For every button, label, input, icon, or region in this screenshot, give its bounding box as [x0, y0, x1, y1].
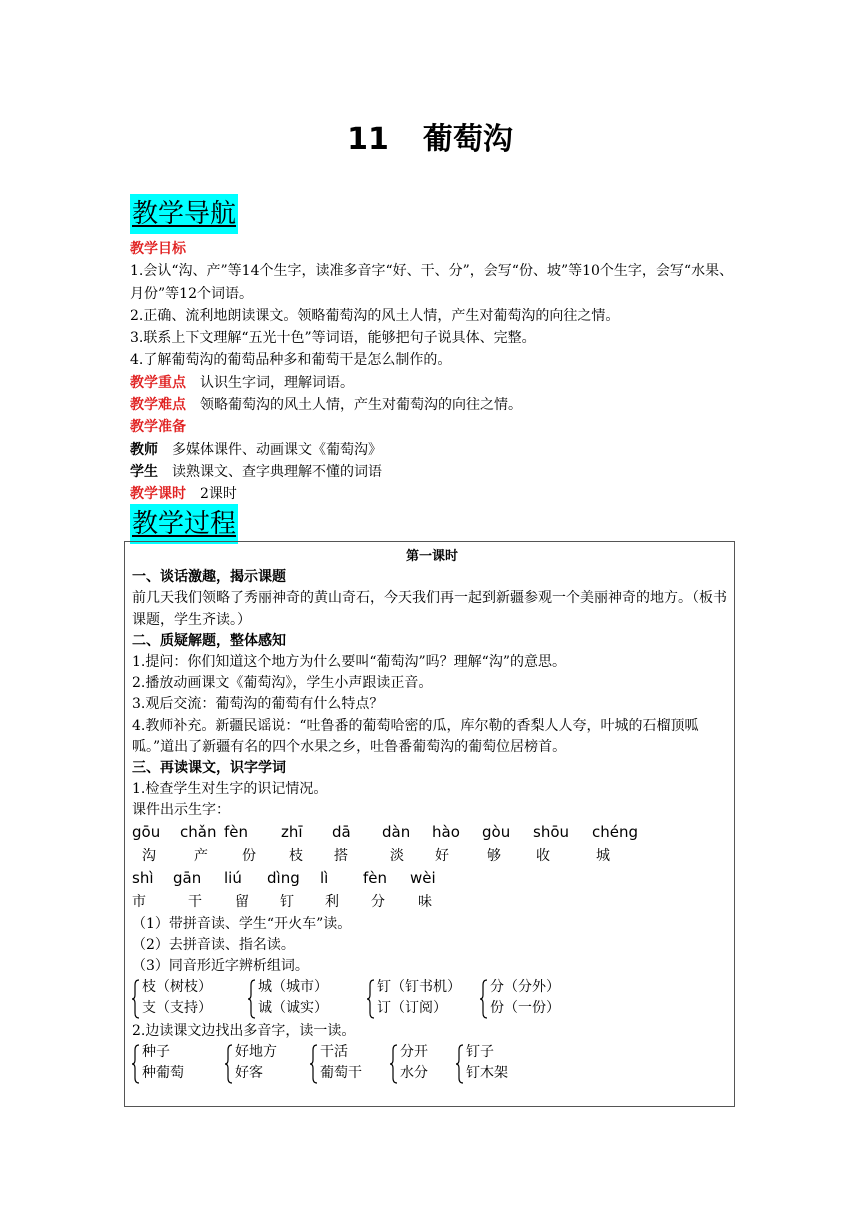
hanzi: 市 [132, 893, 146, 910]
word: 份（一份） [490, 1000, 560, 1017]
difficult-text: 领略葡萄沟的风土人情，产生对葡萄沟的向往之情。 [200, 397, 522, 414]
list-item: 课件出示生字： [132, 802, 230, 819]
key-points [130, 372, 742, 394]
pinyin: dàn [382, 822, 411, 841]
part-title: 一、谈话激趣，揭示课题 [132, 569, 286, 586]
brace-icon [367, 979, 375, 1019]
word: 钉子 [466, 1044, 494, 1061]
pinyin-row-1 [132, 822, 732, 846]
word: 葡萄干 [320, 1065, 362, 1082]
list-item: 3.观后交流：葡萄沟的葡萄有什么特点？ [132, 696, 384, 713]
homophone-pairs [132, 977, 732, 1021]
word: 诚（诚实） [258, 1000, 328, 1017]
brace-icon [456, 1044, 464, 1084]
pinyin-row-2 [132, 868, 732, 892]
word: 分开 [400, 1044, 428, 1061]
teacher-text: 多媒体课件、动画课文《葡萄沟》 [172, 441, 382, 458]
class-hours [130, 483, 742, 505]
list-item: 2.边读课文边找出多音字，读一读。 [132, 1023, 356, 1040]
teacher-label: 教师 [130, 441, 158, 458]
word: 钉木架 [466, 1065, 508, 1082]
hanzi: 城 [596, 847, 610, 864]
goals-label: 教学目标 [130, 241, 186, 257]
difficult-label: 教学难点 [130, 397, 186, 414]
section-heading-nav: 教学导航 [130, 194, 238, 234]
hanzi: 好 [435, 847, 449, 864]
goal-item: 3.联系上下文理解“五光十色”等词语，能够把句子说具体、完整。 [130, 330, 536, 347]
lesson-title: 葡萄沟 [422, 122, 513, 157]
list-item: 1.提问：你们知道这个地方为什么要叫“葡萄沟”吗？理解“沟”的意思。 [132, 654, 566, 671]
process-box [124, 541, 735, 1107]
list-item: 4.教师补充。新疆民谣说：“吐鲁番的葡萄哈密的瓜，库尔勒的香梨人人夸，叶城的石榴顶呱呱。”道出了新疆有名的四个水果之乡，吐鲁番葡萄沟的葡萄位居榜首。 [132, 717, 699, 755]
word: 城（城市） [258, 979, 328, 996]
brace-icon [132, 979, 140, 1019]
hours-label: 教学课时 [130, 486, 186, 503]
word: 好地方 [235, 1044, 277, 1061]
hanzi: 分 [371, 893, 385, 910]
key-text: 认识生字词，理解词语。 [200, 374, 354, 391]
pinyin: gòu [482, 822, 511, 841]
page-title [0, 120, 860, 160]
prep-label: 教学准备 [130, 419, 186, 436]
student-text: 读熟课文、查字典理解不懂的词语 [172, 463, 382, 480]
word: 订（订阅） [377, 1000, 447, 1017]
hanzi: 收 [536, 847, 550, 864]
pinyin: gān [173, 868, 202, 887]
teacher-prep [130, 439, 742, 461]
key-label: 教学重点 [130, 374, 186, 391]
pinyin: liú [224, 868, 242, 887]
hanzi: 留 [235, 893, 249, 910]
list-item: 2.播放动画课文《葡萄沟》，学生小声跟读正音。 [132, 675, 433, 692]
section-heading-process: 教学过程 [130, 504, 238, 544]
hanzi: 枝 [289, 847, 303, 864]
hanzi-row-1 [132, 846, 732, 868]
word: 水分 [400, 1065, 428, 1082]
hanzi: 味 [418, 893, 432, 910]
polyphone-pairs [132, 1042, 732, 1086]
part-title: 三、再读课文，识字学词 [132, 760, 286, 777]
lesson-number: 11 [347, 122, 389, 157]
list-item: （2）去拼音读、指名读。 [132, 936, 295, 953]
pinyin: dā [332, 822, 351, 841]
hanzi-row-2 [132, 892, 732, 914]
student-label: 学生 [130, 463, 158, 480]
brace-icon [480, 979, 488, 1019]
pinyin: hào [432, 822, 460, 841]
pinyin: fèn [224, 822, 249, 841]
hanzi: 沟 [142, 847, 156, 864]
pinyin: shì [132, 868, 154, 887]
goal-item: 1.会认“沟、产”等14个生字，读准多音字“好、干、分”，会写“份、坡”等10个生字，会写“水果、月份”等12个词语。 [130, 263, 734, 302]
word: 干活 [320, 1044, 348, 1061]
word: 钉（钉书机） [377, 979, 461, 996]
hanzi: 利 [325, 893, 339, 910]
paragraph: 前几天我们领略了秀丽神奇的黄山奇石，今天我们再一起到新疆参观一个美丽神奇的地方。（板书课题，学生齐读。） [132, 590, 727, 628]
hanzi: 干 [188, 893, 202, 910]
teaching-guide [130, 238, 742, 506]
lesson-heading: 第一课时 [405, 549, 458, 564]
brace-icon [225, 1044, 233, 1084]
word: 种葡萄 [142, 1065, 184, 1082]
pinyin: fèn [363, 868, 388, 887]
list-item: 1.检查学生对生字的识记情况。 [132, 781, 328, 798]
pinyin: chéng [592, 822, 639, 841]
process-content [132, 546, 732, 1086]
pinyin: wèi [410, 868, 436, 887]
word: 支（支持） [142, 1000, 212, 1017]
pinyin: zhī [281, 822, 303, 841]
part-title: 二、质疑解题，整体感知 [132, 632, 286, 649]
brace-icon [310, 1044, 318, 1084]
pinyin: chǎn [180, 822, 217, 841]
list-item: （1）带拼音读、学生“开火车”读。 [132, 915, 352, 932]
word: 分（分外） [490, 979, 560, 996]
brace-icon [132, 1044, 140, 1084]
pinyin: shōu [533, 822, 570, 841]
word: 好客 [235, 1065, 263, 1082]
difficult-points [130, 394, 742, 416]
hanzi: 淡 [390, 847, 404, 864]
pinyin: dìng [267, 868, 300, 887]
list-item: （3）同音形近字辨析组词。 [132, 958, 309, 975]
hanzi: 搭 [334, 847, 348, 864]
goal-item: 2.正确、流利地朗读课文。领略葡萄沟的风土人情，产生对葡萄沟的向往之情。 [130, 307, 620, 324]
hanzi: 产 [194, 847, 208, 864]
hours-text: 2课时 [200, 486, 237, 503]
student-prep [130, 461, 742, 483]
brace-icon [390, 1044, 398, 1084]
word: 枝（树枝） [142, 979, 212, 996]
brace-icon [248, 979, 256, 1019]
pinyin: lì [320, 868, 329, 887]
pinyin: gōu [132, 822, 161, 841]
hanzi: 钉 [280, 893, 294, 910]
word: 种子 [142, 1044, 170, 1061]
goal-item: 4.了解葡萄沟的葡萄品种多和葡萄干是怎么制作的。 [130, 352, 452, 369]
hanzi: 够 [487, 847, 501, 864]
hanzi: 份 [242, 847, 256, 864]
